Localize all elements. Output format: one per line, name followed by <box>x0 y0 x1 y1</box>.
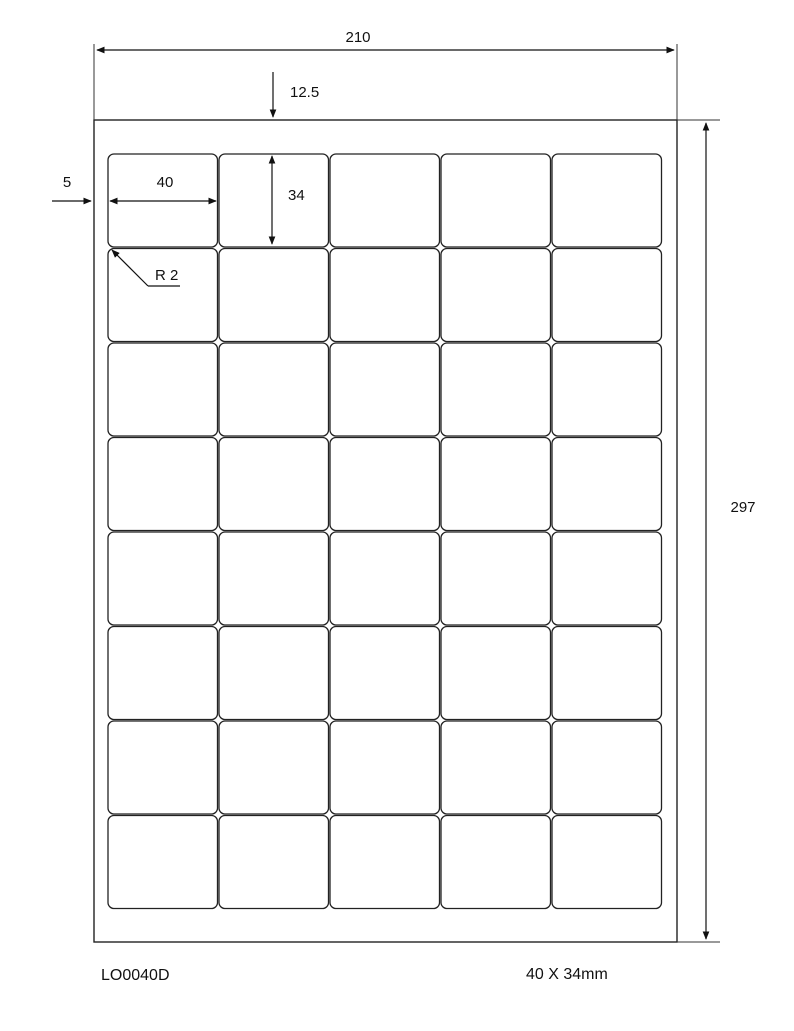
label-cell <box>330 438 440 531</box>
label-cell <box>330 721 440 814</box>
label-cell <box>219 249 329 342</box>
label-cell <box>108 438 218 531</box>
label-cell <box>441 249 551 342</box>
label-cell <box>552 627 662 720</box>
label-cell <box>108 721 218 814</box>
label-cell <box>219 721 329 814</box>
height-dimension-label: 297 <box>730 499 756 516</box>
label-cell <box>219 627 329 720</box>
label-cell <box>330 627 440 720</box>
label-size: 40 X 34mm <box>526 966 608 983</box>
label-cell <box>552 154 662 247</box>
label-cell <box>330 154 440 247</box>
label-cell <box>552 816 662 909</box>
label-cell <box>552 249 662 342</box>
label-cell <box>441 532 551 625</box>
label-cell <box>441 438 551 531</box>
label-cell <box>330 816 440 909</box>
label-cell <box>552 438 662 531</box>
label-cell <box>219 532 329 625</box>
label-cell <box>108 627 218 720</box>
corner-radius-label: R 2 <box>155 267 179 284</box>
label-cell <box>441 154 551 247</box>
label-width-label: 40 <box>156 174 174 191</box>
label-height-label: 34 <box>288 187 305 204</box>
label-cell <box>552 721 662 814</box>
label-cell <box>441 627 551 720</box>
label-cell <box>552 343 662 436</box>
width-dimension-label: 210 <box>345 29 371 46</box>
label-cell <box>441 343 551 436</box>
label-cell <box>219 154 329 247</box>
corner-radius-leader <box>112 250 148 286</box>
label-cell <box>330 249 440 342</box>
product-code: LO0040D <box>101 967 170 984</box>
label-cell <box>552 532 662 625</box>
top-margin-label: 12.5 <box>290 84 320 101</box>
label-cell <box>108 532 218 625</box>
label-cell <box>219 343 329 436</box>
label-cell <box>441 721 551 814</box>
label-cell <box>108 343 218 436</box>
label-grid <box>108 154 662 909</box>
label-cell <box>219 438 329 531</box>
label-cell <box>330 343 440 436</box>
label-cell <box>441 816 551 909</box>
left-margin-label: 5 <box>62 174 72 191</box>
label-cell <box>330 532 440 625</box>
label-cell <box>108 816 218 909</box>
label-cell <box>219 816 329 909</box>
